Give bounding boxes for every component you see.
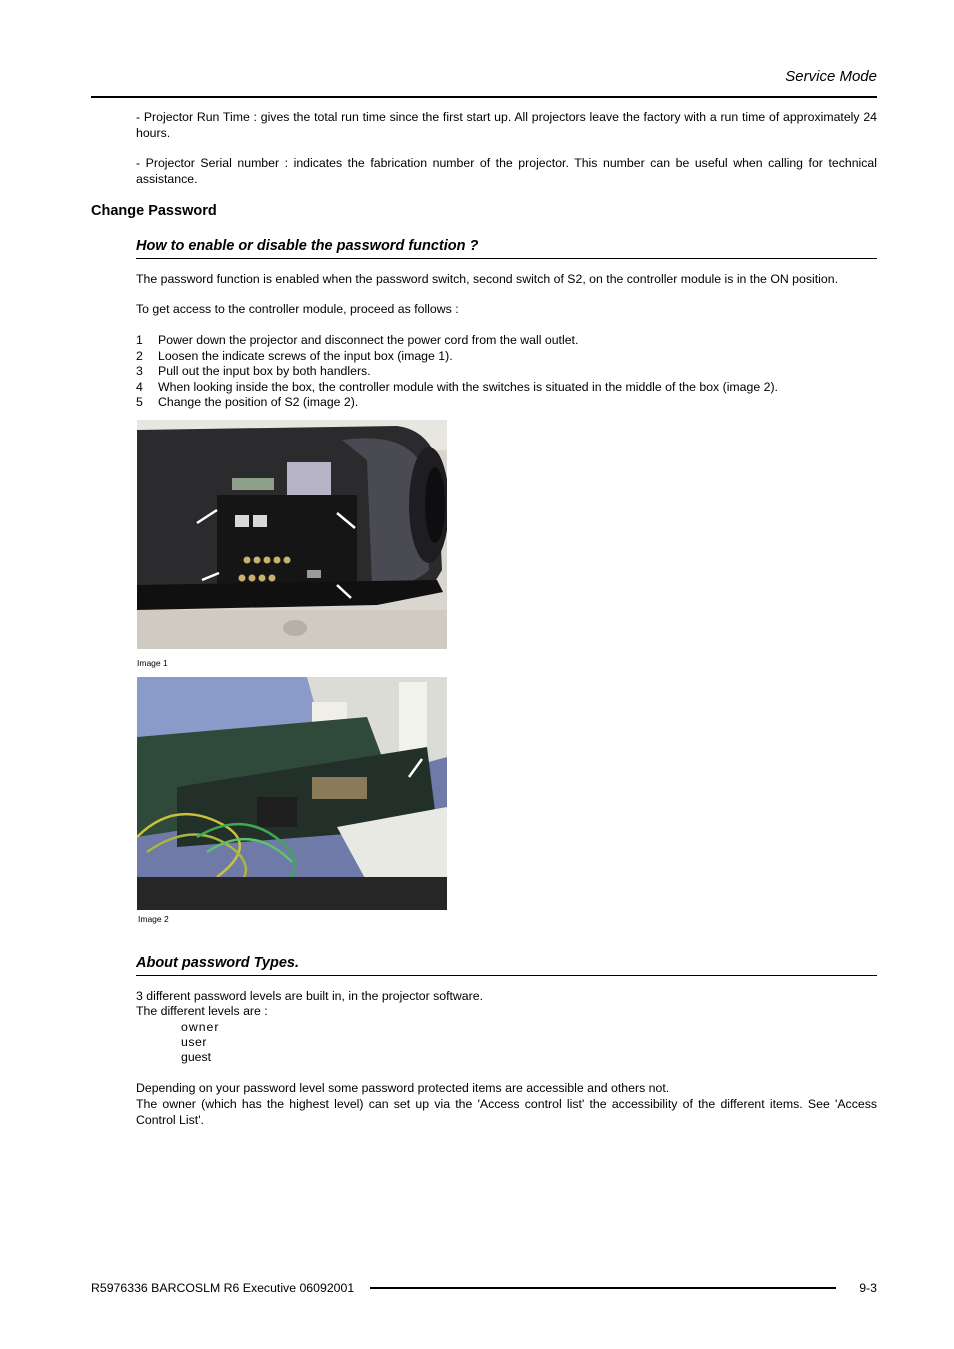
header-rule bbox=[91, 96, 877, 98]
step-text: Change the position of S2 (image 2). bbox=[158, 395, 359, 409]
level-guest: guest bbox=[181, 1050, 212, 1065]
access-paragraph: To get access to the controller module, proceed as follows : bbox=[136, 302, 459, 316]
step-number: 5 bbox=[136, 395, 143, 409]
running-header: Service Mode bbox=[785, 68, 877, 85]
subsection-rule bbox=[136, 258, 877, 259]
procedure-steps bbox=[136, 333, 877, 411]
levels-list-intro: The different levels are : bbox=[136, 1004, 268, 1018]
step-number: 1 bbox=[136, 333, 143, 347]
footer-rule bbox=[370, 1287, 836, 1289]
controller-photo-illustration bbox=[137, 677, 447, 910]
types-subsection-title: About password Types. bbox=[136, 955, 300, 971]
level-user: user bbox=[181, 1035, 207, 1050]
step-item bbox=[136, 364, 877, 380]
step-item bbox=[136, 349, 877, 365]
step-item bbox=[136, 380, 877, 396]
page-number: 9-3 bbox=[859, 1281, 877, 1295]
enable-paragraph: The password function is enabled when the password switch, second switch of S2, on the controller module is in the ON position. bbox=[136, 272, 838, 286]
image-2-caption: Image 2 bbox=[138, 914, 169, 924]
projector-photo-illustration bbox=[137, 420, 447, 649]
step-number: 4 bbox=[136, 379, 143, 394]
level-owner: owner bbox=[181, 1020, 220, 1034]
levels-intro-line: 3 different password levels are built in, in the projector software. bbox=[136, 989, 483, 1003]
password-levels-list bbox=[181, 1020, 220, 1066]
subsection-rule bbox=[136, 975, 877, 976]
serial-number-paragraph: - Projector Serial number : indicates the fabrication number of the projector. This number can be useful when calling for technical assistance. bbox=[136, 156, 877, 186]
section-title: Change Password bbox=[91, 203, 217, 219]
step-item bbox=[136, 395, 877, 411]
controller-module-photo bbox=[137, 677, 447, 910]
access-level-paragraph: Depending on your password level some password protected items are accessible and others not. bbox=[136, 1081, 670, 1095]
footer-document-id: R5976336 BARCOSLM R6 Executive 06092001 bbox=[91, 1281, 355, 1295]
step-text: Pull out the input box by both handlers. bbox=[158, 364, 371, 378]
image-1-caption: Image 1 bbox=[137, 658, 168, 668]
step-text: Loosen the indicate screws of the input box (image 1). bbox=[158, 348, 453, 363]
run-time-paragraph: - Projector Run Time : gives the total run time since the first start up. All projectors leave the factory with a run time of approximately 24 hours. bbox=[136, 110, 877, 140]
owner-paragraph: The owner (which has the highest level) can set up via the 'Access control list' the accessibility of the different items. See 'Access Control List'. bbox=[136, 1097, 877, 1127]
step-item bbox=[136, 333, 877, 349]
enable-subsection-title: How to enable or disable the password function ? bbox=[136, 238, 479, 254]
step-text: When looking inside the box, the controller module with the switches is situated in the middle of the box (image 2). bbox=[158, 379, 778, 394]
step-number: 3 bbox=[136, 364, 143, 378]
step-text: Power down the projector and disconnect the power cord from the wall outlet. bbox=[158, 333, 579, 347]
step-number: 2 bbox=[136, 348, 143, 363]
projector-input-box-photo bbox=[137, 420, 447, 649]
